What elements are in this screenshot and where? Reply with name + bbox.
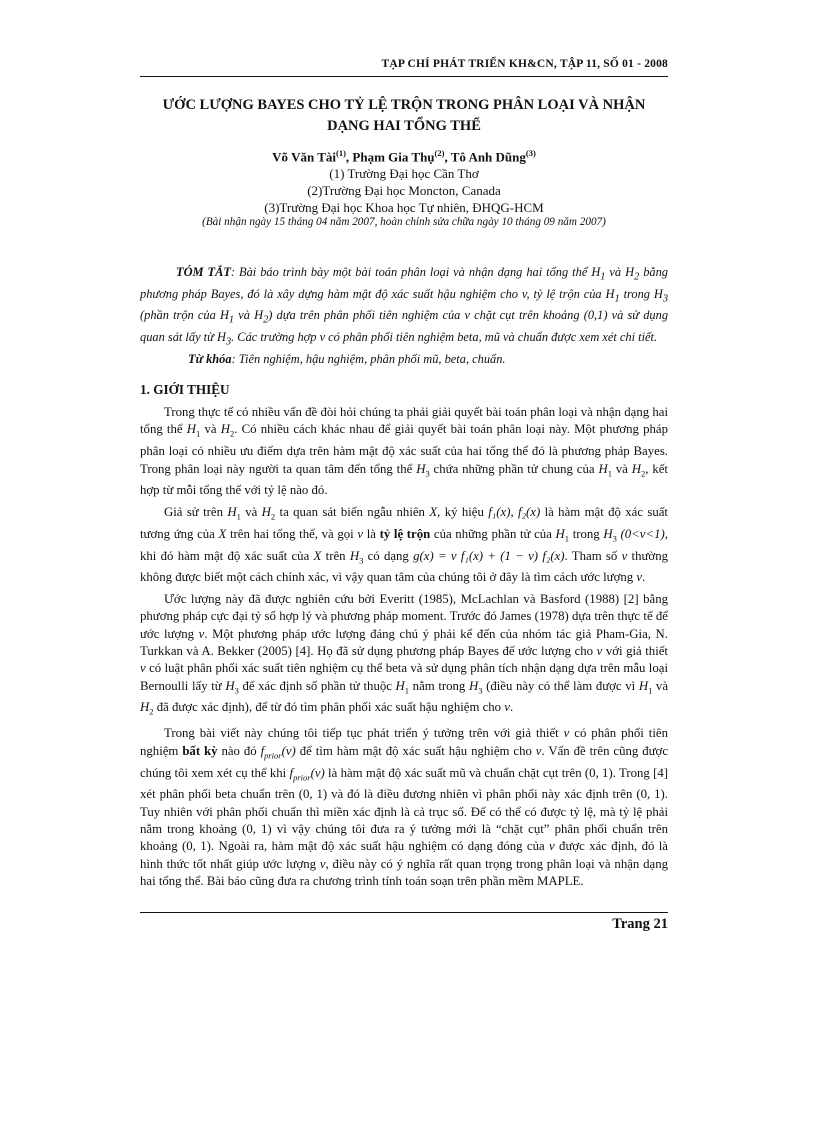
abstract [140, 264, 668, 368]
mixture-density-equation: g(x) = v f₁(x) + (1 − v) f₂(x) [413, 548, 565, 563]
paragraph-3: Ước lượng này đã được nghiên cứu bởi Everitt (1985), McLachlan và Basford (1988) [2] bằng phương pháp cực đại tỷ số hợp lý và phương pháp moment. Trước đó James (1978) dựa trên thực tế để ước lượng v. Một phương pháp ước lượng đáng chú ý phải kể đến của nhóm tác giả Pham-Gia, N. Turkkan và A. Bekker (2005) [4]. Họ đã sử dụng phương pháp Bayes để ước lượng cho v với giả thiết v có luật phân phối xác suất tiên nghiệm cụ thể beta và sử dụng phân tích nhận dạng dựa trên mẫu loại Bernoulli lấy từ $H_3$ để xác định số phần tử thuộc $H_1$ nằm trong $H_3$ (điều này có thể làm được vì $H_1$ và $H_2$ đã được xác định), để từ đó tìm phân phối xác suất hậu nghiệm cho v. [140, 591, 669, 717]
author-3: Tô Anh Dũng [450, 149, 526, 165]
section-heading: 1. GIỚI THIỆU [140, 382, 230, 397]
mixture-ratio-term: tỷ lệ trộn [379, 526, 431, 541]
page-number: Trang 21 [612, 916, 668, 932]
paper-title [140, 95, 668, 137]
abstract-label: TÓM TẮT [176, 265, 231, 279]
affiliation-2: (2)Trường Đại học Moncton, Canada [307, 183, 501, 198]
title-line-1: ƯỚC LƯỢNG BAYES CHO TỶ LỆ TRỘN TRONG PHÂN LOẠI VÀ NHẬN [162, 97, 646, 113]
author-1: Võ Văn Tài [272, 149, 336, 165]
author-3-mark: (3) [525, 148, 536, 158]
bottom-rule [140, 912, 668, 913]
author-1-mark: (1) [336, 148, 346, 158]
top-rule [140, 76, 668, 77]
paragraph-4: Trong bài viết này chúng tôi tiếp tục phát triển ý tưởng trên với giả thiết v có phân phối tiên nghiệm bất kỳ nào đó $f_{prior}(v)$ để tìm hàm mật độ xác suất hậu nghiệm cho v. Vấn đề trên cũng được chúng tôi xem xét cụ thể khi $f_{prior}(v)$ là hàm mật độ xác suất mũ và chuẩn chặt cụt trên (0, 1). Trong [4] xét phân phối beta chuẩn trên (0, 1) và đó là điều đương nhiên vì phân phối này xác định trên (0, 1). Tuy nhiên với phân phối chuẩn thì miền xác định là cả trục số. Để có thể có được tỷ lệ, mà tỷ lệ phải nằm trong khoảng (0, 1) vì vậy chúng tôi đưa ra ý tưởng mới là “chặt cụt” phân phối chuẩn trên khoảng (0, 1). Ngoài ra, hàm mật độ xác suất hậu nghiệm có dạng đóng của v được xác định, đó là hình thức tốt nhất giúp ước lượng v, điều này có ý nghĩa rất quan trọng trong phân loại và nhận dạng hai tổng thể. Bài báo cũng đưa ra chương trình tính toán soạn trên phần mềm MAPLE. [140, 726, 668, 889]
author-2-mark: (2) [434, 148, 445, 158]
received-dates: (Bài nhận ngày 15 tháng 04 năm 2007, hoàn chỉnh sửa chữa ngày 10 tháng 09 năm 2007) [202, 216, 606, 228]
title-line-2: DẠNG HAI TỔNG THỂ [327, 118, 481, 134]
author-list: Võ Văn Tài$^{(1)}$, Phạm Gia Thụ$^{(2)}$, Tô Anh Dũng$^{(3)}$ [272, 148, 536, 165]
journal-running-head: TẠP CHÍ PHÁT TRIỂN KH&CN, TẬP 11, SỐ 01 - 2008 [381, 58, 668, 70]
affiliation-1: (1) Trường Đại học Cần Thơ [329, 166, 479, 181]
keywords [140, 351, 668, 368]
keywords-text: : Tiên nghiệm, hậu nghiệm, phân phối mũ, beta, chuẩn. [231, 351, 506, 366]
author-2: Phạm Gia Thụ [352, 149, 435, 165]
abstract-text: TÓM TẮT: Bài báo trình bày một bài toán phân loại và nhận dạng hai tổng thể $H_1$ và $H_2$ bằng phương pháp Bayes, đó là xây dựng hàm mật độ xác suất hậu nghiệm cho v, tỷ lệ trộn của $H_1$ trong $H_3$ (phần trộn của $H_1$ và $H_2$) dựa trên phân phối tiên nghiệm của v chặt cụt trên khoảng (0,1) và sử dụng quan sát lấy từ $H_3$. Các trường hợp v có phân phối tiên nghiệm beta, mũ và chuẩn được xem xét chi tiết. [140, 265, 669, 348]
paragraph-2: Giả sử trên $H_1$ và $H_2$ ta quan sát biến ngẫu nhiên X, ký hiệu f₁(x), f₂(x) là hàm mật độ xác suất tương ứng của X trên hai tổng thể, và gọi v là tỷ lệ trộn của những phần tử của $H_1$ trong $H_3$ (0<v<1), khi đó hàm mật độ xác suất của X trên $H_3$ có dạng g(x) = v f₁(x) + (1 − v) f₂(x). Tham số v thường không được biết một cách chính xác, vì vậy quan tâm của chúng tôi ở đây là tìm cách ước lượng v. [140, 504, 668, 585]
keywords-label: Từ khóa [188, 351, 232, 366]
paragraph-1: Trong thực tế có nhiều vấn đề đòi hỏi chúng ta phải giải quyết bài toán phân loại và nhận dạng hai tổng thể $H_1$ và $H_2$. Có nhiều cách khác nhau để giải quyết bài toán phân loại này. Một phương pháp phân loại có nhiều ưu điểm dựa trên hàm mật độ xác suất của hai tổng thể đó là phương pháp Bayes. Trong phân loại này người ta quan tâm đến tổng thể $H_3$ chứa những phần tử chung của $H_1$ và $H_2$, kết hợp từ mỗi tổng thể với tỷ lệ nào đó. [140, 405, 668, 498]
section-body [140, 404, 668, 895]
affiliation-3: (3)Trường Đại học Khoa học Tự nhiên, ĐHQG-HCM [264, 200, 544, 215]
